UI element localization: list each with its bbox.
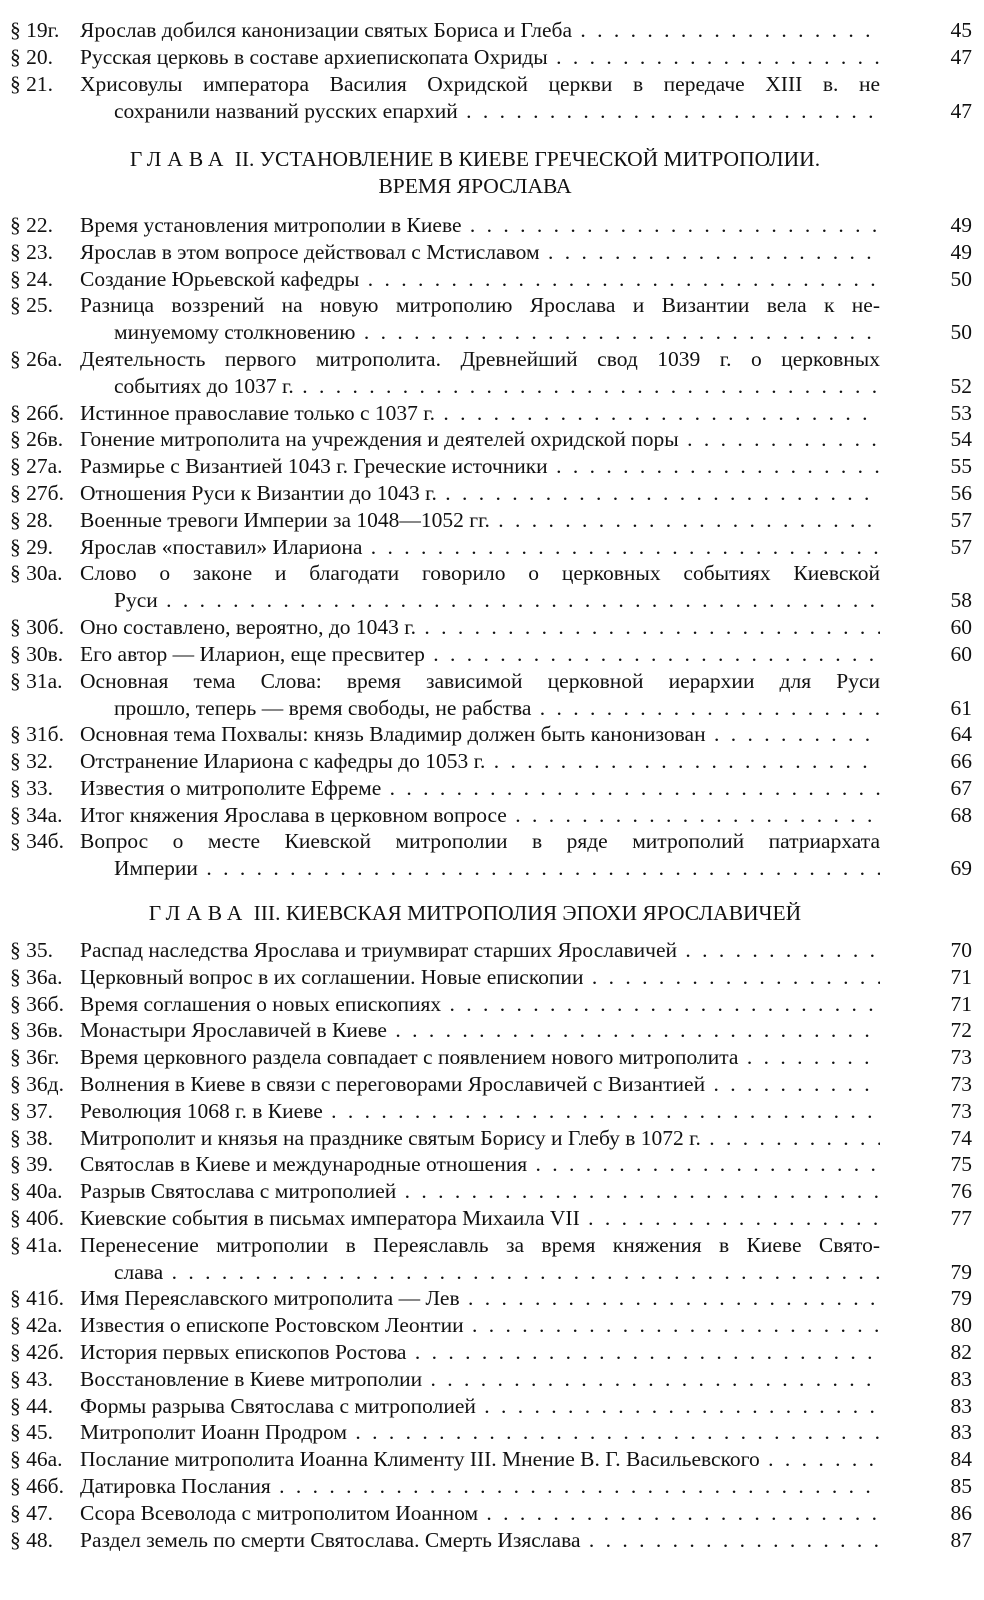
entry-title-line: Митрополит Иоанн Продром . . . — [80, 1419, 880, 1446]
toc-entry — [10, 17, 978, 44]
entry-title — [80, 1044, 880, 1071]
entry-title-line: Время соглашения о новых епископиях . . . — [80, 991, 880, 1018]
entry-title — [80, 937, 880, 964]
page-number: 80 — [950, 1313, 972, 1338]
page-number: 53 — [950, 400, 972, 425]
page-number: 74 — [950, 1125, 972, 1150]
section-number: § 33. — [10, 775, 53, 800]
entry-title — [80, 266, 880, 293]
section-number: § 22. — [10, 213, 53, 237]
entry-title — [80, 453, 880, 480]
entry-title — [80, 1151, 880, 1178]
section-number: § 29. — [10, 534, 53, 559]
entry-title — [80, 507, 880, 534]
chapter-3-line-1 — [75, 900, 875, 927]
page-number: 69 — [950, 856, 972, 881]
entry-title — [80, 1500, 880, 1527]
toc-entry — [10, 71, 978, 125]
page-number: 83 — [950, 1393, 972, 1418]
section-number: § 40а. — [10, 1179, 63, 1204]
entry-title — [80, 1125, 880, 1152]
page-number: 68 — [950, 802, 972, 827]
entry-title-line: слава . . . — [80, 1259, 880, 1286]
entry-title-line: Революция 1068 г. в Киеве . . . — [80, 1098, 880, 1125]
entry-title — [80, 748, 880, 775]
entry-title-line: Основная тема Слова: время зависимой церковной иерархии для Руси — [80, 668, 880, 693]
entry-title-line: Его автор — Иларион, еще пресвитер . . . — [80, 641, 880, 668]
page-number: 77 — [950, 1206, 972, 1230]
toc-entry — [10, 641, 978, 668]
section-number: § 28. — [10, 507, 53, 532]
toc-entry — [10, 292, 978, 346]
entry-title — [80, 1232, 880, 1286]
entry-title-line: Разница воззрений на новую митрополию Ярослава и Византии вела к не- — [80, 293, 880, 318]
entry-title-line: Датировка Послания . . . — [80, 1473, 880, 1500]
entry-title — [80, 1017, 880, 1044]
page-number: 79 — [950, 1259, 972, 1284]
entry-title-line: Святослав в Киеве и международные отношения . . . — [80, 1151, 880, 1178]
entry-title-line: Волнения в Киеве в связи с переговорами Ярославичей с Византией . . . — [80, 1071, 880, 1098]
toc-entry — [10, 614, 978, 641]
entry-title-line: Формы разрыва Святослава с митрополией . . . — [80, 1393, 880, 1420]
entry-title-line: Отношения Руси к Византии до 1043 г. . . . — [80, 480, 880, 507]
entry-title — [80, 292, 880, 346]
page-number: 47 — [950, 44, 972, 69]
entry-title-line: Деятельность первого митрополита. Древнейший свод 1039 г. о церковных — [80, 347, 880, 371]
section-number: § 41б. — [10, 1286, 64, 1311]
entry-title-line: прошло, теперь — время свободы, не рабства . . . — [80, 695, 880, 722]
toc-entry — [10, 1339, 978, 1366]
page-number: 70 — [950, 938, 972, 962]
toc-entry — [10, 1527, 978, 1554]
entry-title-line: Время установления митрополии в Киеве . . . — [80, 212, 880, 239]
entry-title — [80, 641, 880, 668]
section-number: § 31а. — [10, 668, 63, 693]
section-number: § 21. — [10, 71, 53, 96]
page-number: 61 — [950, 695, 972, 720]
entry-title — [80, 1312, 880, 1339]
page-number: 57 — [950, 534, 972, 559]
page-number: 87 — [950, 1527, 972, 1552]
section-number: § 43. — [10, 1366, 53, 1391]
toc-entry — [10, 1446, 978, 1473]
section-number: § 36а. — [10, 964, 63, 989]
section-number: § 36г. — [10, 1045, 60, 1070]
toc-entry — [10, 1285, 978, 1312]
toc-entry — [10, 1205, 978, 1232]
entry-title-line: Ярослав в этом вопросе действовал с Мстиславом . . . — [80, 239, 880, 266]
toc-entry — [10, 212, 978, 239]
page-number: 83 — [950, 1366, 972, 1391]
toc-entry — [10, 1232, 978, 1286]
entry-title-line: Хрисовулы императора Василия Охридской церкви в передаче XIII в. не — [80, 71, 880, 96]
entry-title-line: Известия о епископе Ростовском Леонтии . . . — [80, 1312, 880, 1339]
section-number: § 27а. — [10, 454, 63, 479]
page-number: 54 — [950, 427, 972, 452]
section-number: § 41а. — [10, 1232, 63, 1257]
entry-title — [80, 239, 880, 266]
section-number: § 34а. — [10, 802, 63, 827]
entry-title — [80, 721, 880, 748]
section-number: § 46а. — [10, 1447, 63, 1472]
section-number: § 23. — [10, 239, 53, 264]
section-number: § 36в. — [10, 1018, 64, 1043]
entry-title-line: Истинное православие только с 1037 г. . . . — [80, 400, 880, 427]
toc-entry — [10, 1393, 978, 1420]
page-number: 84 — [950, 1447, 972, 1472]
page-number: 73 — [950, 1072, 972, 1096]
toc-entry — [10, 1098, 978, 1125]
entry-title — [80, 1285, 880, 1312]
entry-title-line: Имя Переяславского митрополита — Лев . . . — [80, 1285, 880, 1312]
entry-title-line: Империи . . . — [80, 855, 880, 882]
page-number: 85 — [950, 1474, 972, 1498]
entry-title-line: Размирье с Византией 1043 г. Греческие источники . . . — [80, 453, 880, 480]
page-number: 49 — [950, 239, 972, 264]
entry-title-line: История первых епископов Ростова . . . — [80, 1339, 880, 1366]
section-number: § 36д. — [10, 1072, 64, 1096]
section-number: § 32. — [10, 749, 53, 773]
page-number: 49 — [950, 213, 972, 237]
page-number: 52 — [950, 374, 972, 398]
page-number: 60 — [950, 615, 972, 639]
toc-entry — [10, 721, 978, 748]
page-number: 67 — [950, 775, 972, 800]
section-number: § 34б. — [10, 829, 64, 854]
entry-title-line: Митрополит и князья на празднике святым Борису и Глебу в 1072 г. . . . — [80, 1125, 880, 1152]
entry-title-line: событиях до 1037 г. . . . — [80, 373, 880, 400]
entry-title — [80, 560, 880, 614]
toc-entry — [10, 1366, 978, 1393]
entry-title — [80, 668, 880, 722]
entry-title — [80, 1071, 880, 1098]
section-number: § 26а. — [10, 347, 63, 371]
entry-title-line: сохранили названий русских епархий . . . — [80, 98, 880, 125]
section-number: § 19г. — [10, 18, 60, 42]
page-number: 76 — [950, 1179, 972, 1204]
page-number: 83 — [950, 1420, 972, 1445]
chapter-3-word: ГЛАВА — [148, 901, 249, 925]
toc-entry — [10, 453, 978, 480]
page-number: 58 — [950, 588, 972, 613]
toc-entry — [10, 426, 978, 453]
entry-title — [80, 17, 880, 44]
page-number: 50 — [950, 266, 972, 291]
toc-entry — [10, 1312, 978, 1339]
toc-entry — [10, 964, 978, 991]
page-number: 66 — [950, 749, 972, 773]
chapter-2-title-2: ВРЕМЯ ЯРОСЛАВА — [378, 174, 572, 198]
entry-title — [80, 828, 880, 882]
entry-title — [80, 71, 880, 125]
section-number: § 35. — [10, 938, 53, 962]
toc-entry — [10, 266, 978, 293]
entry-title-line: Послание митрополита Иоанна Клименту III. Мнение В. Г. Васильевского . . . — [80, 1446, 880, 1473]
section-number: § 37. — [10, 1098, 53, 1123]
page-number: 73 — [950, 1098, 972, 1123]
entry-title — [80, 534, 880, 561]
toc-entry — [10, 1125, 978, 1152]
entry-title — [80, 426, 880, 453]
section-number: § 46б. — [10, 1474, 64, 1498]
section-number: § 20. — [10, 44, 53, 69]
toc-entry — [10, 1473, 978, 1500]
section-number: § 27б. — [10, 481, 64, 505]
chapter-3-title-1: III. КИЕВСКАЯ МИТРОПОЛИЯ ЭПОХИ ЯРОСЛАВИЧЕЙ — [253, 901, 802, 925]
page-number: 79 — [950, 1286, 972, 1311]
toc-entry — [10, 480, 978, 507]
entry-title — [80, 802, 880, 829]
page-number: 55 — [950, 454, 972, 479]
section-number: § 36б. — [10, 991, 64, 1016]
toc-entry — [10, 239, 978, 266]
section-number: § 26б. — [10, 400, 64, 425]
entry-title-line: Оно составлено, вероятно, до 1043 г. . . . — [80, 614, 880, 641]
page-number: 75 — [950, 1152, 972, 1177]
entry-title — [80, 400, 880, 427]
entry-title — [80, 1178, 880, 1205]
toc-entry — [10, 1151, 978, 1178]
toc-entry — [10, 400, 978, 427]
section-number: § 42а. — [10, 1313, 63, 1338]
entry-title — [80, 480, 880, 507]
toc-entry — [10, 1500, 978, 1527]
entry-title-line: Отстранение Илариона с кафедры до 1053 г. . . . — [80, 748, 880, 775]
section-number: § 25. — [10, 293, 53, 318]
entry-title — [80, 1446, 880, 1473]
entry-title — [80, 775, 880, 802]
entry-title — [80, 1098, 880, 1125]
entry-title-line: Гонение митрополита на учреждения и деятелей охридской поры . . . — [80, 426, 880, 453]
entry-title-line: Итог княжения Ярослава в церковном вопросе . . . — [80, 802, 880, 829]
toc-entry — [10, 775, 978, 802]
entry-title-line: Известия о митрополите Ефреме . . . — [80, 775, 880, 802]
section-number: § 44. — [10, 1393, 53, 1418]
entry-title-line: Создание Юрьевской кафедры . . . — [80, 266, 880, 293]
toc-entry — [10, 1017, 978, 1044]
page-number: 72 — [950, 1018, 972, 1043]
entry-title — [80, 1527, 880, 1554]
page-number: 64 — [950, 722, 972, 747]
toc-entry — [10, 802, 978, 829]
toc-entry — [10, 668, 978, 722]
chapter-3-heading — [75, 900, 875, 927]
section-number: § 47. — [10, 1500, 53, 1525]
entry-title-line: Руси . . . — [80, 587, 880, 614]
toc-entry — [10, 1419, 978, 1446]
chapter-2-title-1: II. УСТАНОВЛЕНИЕ В КИЕВЕ ГРЕЧЕСКОЙ МИТРОПОЛИИ. — [234, 147, 821, 171]
entry-title-line: Раздел земель по смерти Святослава. Смерть Изяслава . . . — [80, 1527, 880, 1554]
entry-title-line: Ярослав добился канонизации святых Бориса и Глеба . . . — [80, 17, 880, 44]
chapter-2-heading — [75, 146, 875, 200]
entry-title — [80, 1473, 880, 1500]
toc-entry — [10, 1178, 978, 1205]
entry-title-line: Ярослав «поставил» Илариона . . . — [80, 534, 880, 561]
section-number: § 30б. — [10, 615, 64, 639]
entry-title-line: Время церковного раздела совпадает с появлением нового митрополита . . . — [80, 1044, 880, 1071]
entry-title — [80, 1205, 880, 1232]
toc-entry — [10, 748, 978, 775]
section-number: § 26в. — [10, 427, 64, 452]
section-number: § 39. — [10, 1152, 53, 1177]
entry-title-line: Разрыв Святослава с митрополией . . . — [80, 1178, 880, 1205]
entry-title-line: Восстановление в Киеве митрополии . . . — [80, 1366, 880, 1393]
entry-title-line: Ссора Всеволода с митрополитом Иоанном . . . — [80, 1500, 880, 1527]
entry-title-line: Киевские события в письмах императора Михаила VII . . . — [80, 1205, 880, 1232]
entry-title — [80, 1366, 880, 1393]
entry-title — [80, 991, 880, 1018]
page-number: 47 — [950, 98, 972, 123]
entry-title — [80, 1339, 880, 1366]
entry-title-line: Монастыри Ярославичей в Киеве . . . — [80, 1017, 880, 1044]
entry-title-line: Церковный вопрос в их соглашении. Новые епископии . . . — [80, 964, 880, 991]
page-number: 86 — [950, 1500, 972, 1525]
section-number: § 30в. — [10, 641, 64, 666]
section-number: § 38. — [10, 1125, 53, 1150]
entry-title-line: Вопрос о месте Киевской митрополии в ряде митрополий патриархата — [80, 829, 880, 854]
section-number: § 48. — [10, 1527, 53, 1552]
toc-entry — [10, 507, 978, 534]
entry-title-line: Распад наследства Ярослава и триумвират старших Ярославичей . . . — [80, 937, 880, 964]
section-number: § 40б. — [10, 1206, 64, 1230]
entry-title — [80, 212, 880, 239]
toc-entry — [10, 534, 978, 561]
entry-title — [80, 964, 880, 991]
toc-entry — [10, 346, 978, 400]
section-number: § 45. — [10, 1420, 53, 1445]
entry-title — [80, 1393, 880, 1420]
page-number: 57 — [950, 507, 972, 532]
toc-entry — [10, 1044, 978, 1071]
chapter-2-word: ГЛАВА — [129, 147, 230, 171]
entry-title-line: Русская церковь в составе архиепископата Охриды . . . — [80, 44, 880, 71]
section-number: § 31б. — [10, 722, 64, 747]
page-number: 60 — [950, 641, 972, 666]
section-number: § 42б. — [10, 1340, 64, 1364]
entry-title-line: Военные тревоги Империи за 1048—1052 гг. . . . — [80, 507, 880, 534]
page-number: 71 — [950, 964, 972, 989]
page-number: 45 — [950, 18, 972, 42]
entry-title-line: Основная тема Похвалы: князь Владимир должен быть канонизован . . . — [80, 721, 880, 748]
page-number: 73 — [950, 1045, 972, 1070]
toc-entry — [10, 828, 978, 882]
toc-entry — [10, 937, 978, 964]
page-number: 56 — [950, 481, 972, 505]
entry-title-line: Перенесение митрополии в Переяславль за время княжения в Киеве Свято- — [80, 1232, 880, 1257]
entry-title-line: минуемому столкновению . . . — [80, 319, 880, 346]
entry-title — [80, 1419, 880, 1446]
entry-title — [80, 44, 880, 71]
toc-entry — [10, 991, 978, 1018]
chapter-2-line-1 — [75, 146, 875, 173]
entry-title-line: Слово о законе и благодати говорило о церковных событиях Киевской — [80, 561, 880, 586]
section-number: § 24. — [10, 266, 53, 291]
entry-title — [80, 614, 880, 641]
toc-entry — [10, 560, 978, 614]
toc-entry — [10, 1071, 978, 1098]
page-number: 71 — [950, 991, 972, 1016]
toc-entry — [10, 44, 978, 71]
section-number: § 30а. — [10, 561, 63, 586]
page-number: 50 — [950, 320, 972, 345]
entry-title — [80, 346, 880, 400]
page-number: 82 — [950, 1340, 972, 1364]
